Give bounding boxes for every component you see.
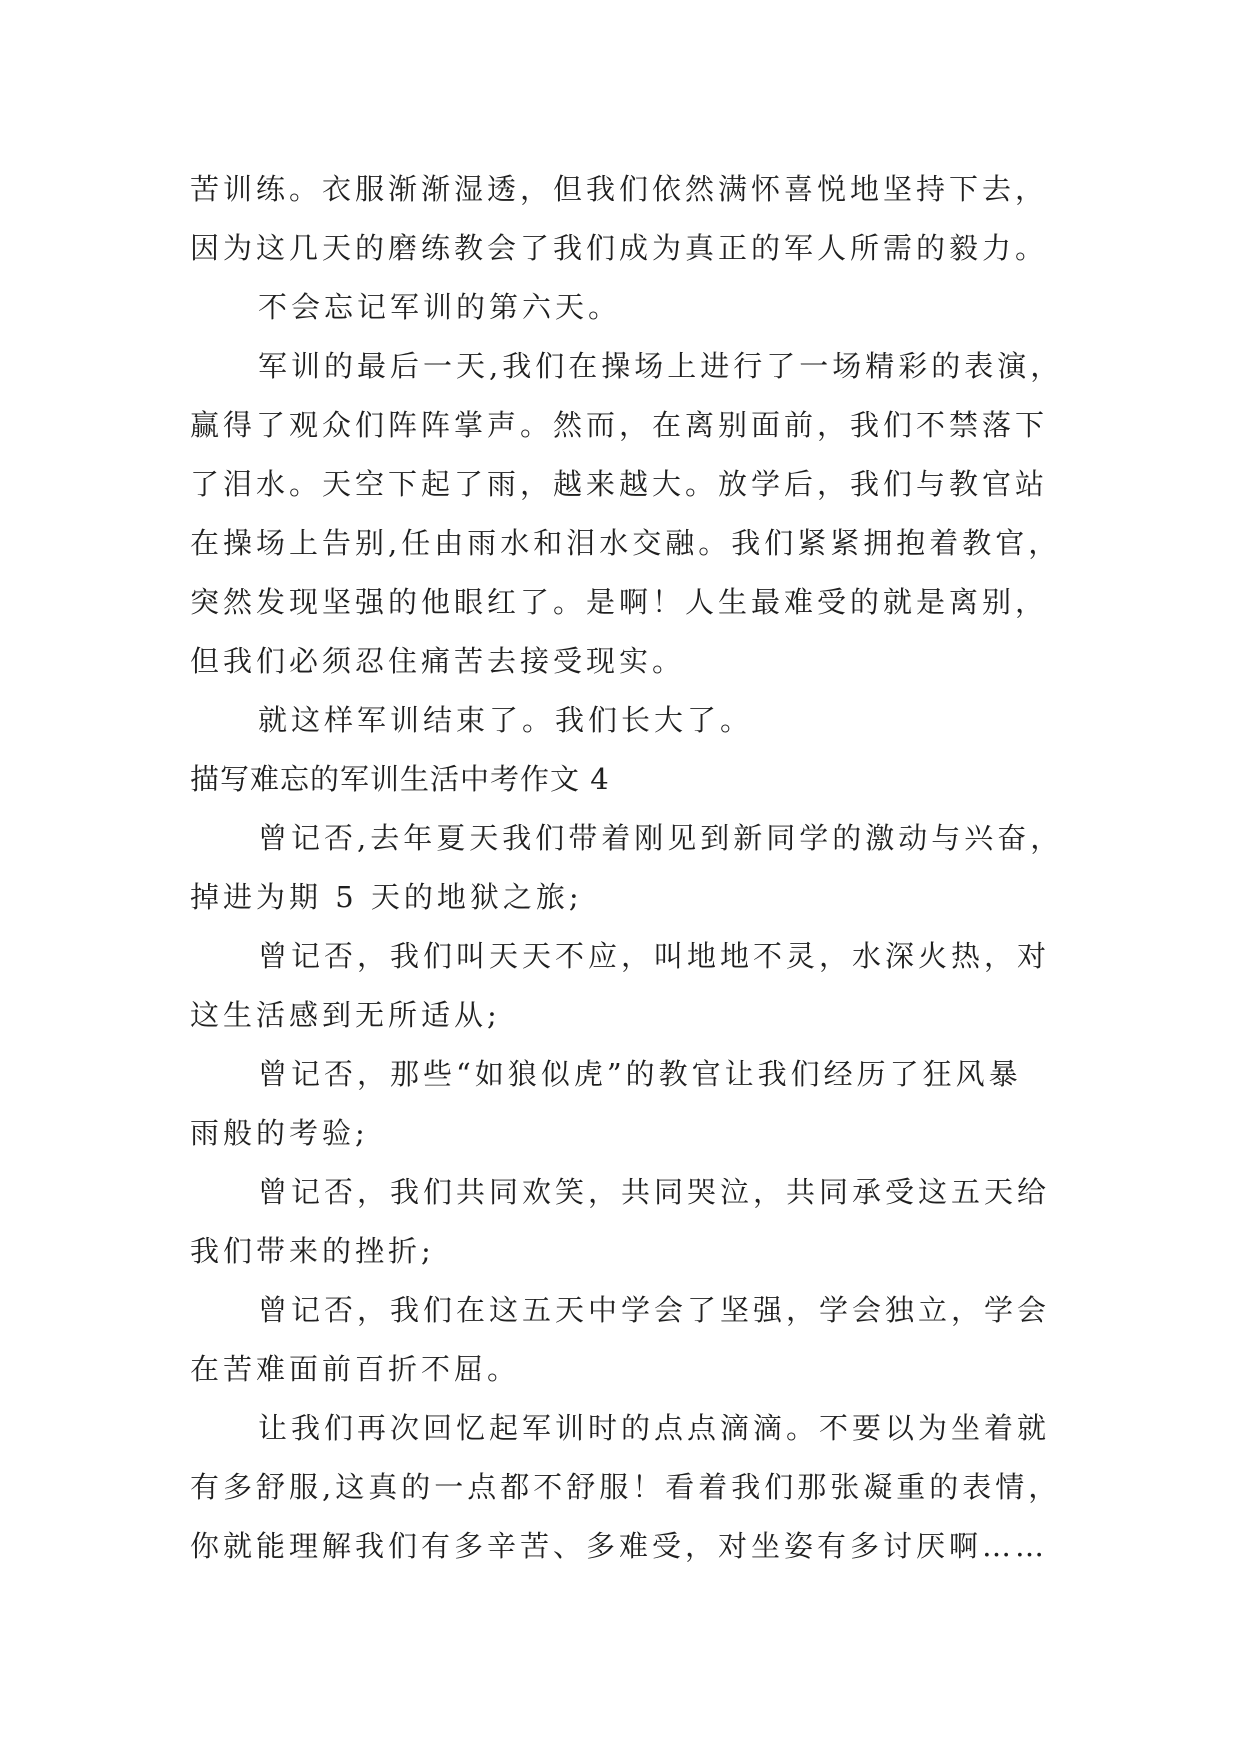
- text-line: 你就能理解我们有多辛苦、多难受，对坐姿有多讨厌啊……: [190, 1529, 1049, 1563]
- text-line: 苦训练。衣服渐渐湿透，但我们依然满怀喜悦地坚持下去，: [190, 172, 1049, 206]
- paragraph-start: 曾记否，我们共同欢笑，共同哭泣，共同承受这五天给: [258, 1175, 1051, 1209]
- text-line: 有多舒服,这真的一点都不舒服！看着我们那张凝重的表情，: [190, 1470, 1062, 1504]
- text-line: 我们带来的挫折;: [190, 1234, 435, 1268]
- text-line: 在操场上告别,任由雨水和泪水交融。我们紧紧拥抱着教官，: [190, 526, 1062, 560]
- paragraph-start: 军训的最后一天,我们在操场上进行了一场精彩的表演，: [258, 349, 1064, 383]
- text-line: 但我们必须忍住痛苦去接受现实。: [190, 644, 686, 678]
- section-heading: 描写难忘的军训生活中考作文 4: [190, 762, 610, 796]
- paragraph-start: 曾记否，我们叫天天不应，叫地地不灵，水深火热，对: [258, 939, 1051, 973]
- text-line: 这生活感到无所适从;: [190, 998, 501, 1032]
- paragraph-start: 曾记否，我们在这五天中学会了坚强，学会独立，学会: [258, 1293, 1051, 1327]
- paragraph-start: 就这样军训结束了。我们长大了。: [258, 703, 754, 737]
- document-body: [190, 160, 1070, 1576]
- paragraph-start: 不会忘记军训的第六天。: [258, 290, 622, 324]
- paragraph-start: 曾记否,去年夏天我们带着刚见到新同学的激动与兴奋，: [258, 821, 1064, 855]
- text-line: 突然发现坚强的他眼红了。是啊！人生最难受的就是离别，: [190, 585, 1049, 619]
- paragraph-start: 让我们再次回忆起军训时的点点滴滴。不要以为坐着就: [258, 1411, 1051, 1445]
- text-line: 了泪水。天空下起了雨，越来越大。放学后，我们与教官站: [190, 467, 1049, 501]
- text-line: 雨般的考验;: [190, 1116, 369, 1150]
- text-line: 因为这几天的磨练教会了我们成为真正的军人所需的毅力。: [190, 231, 1049, 265]
- text-line: 赢得了观众们阵阵掌声。然而，在离别面前，我们不禁落下: [190, 408, 1049, 442]
- text-line: 掉进为期 5 天的地狱之旅;: [190, 880, 583, 914]
- text-line: 在苦难面前百折不屈。: [190, 1352, 521, 1386]
- paragraph-start: 曾记否，那些“如狼似虎”的教官让我们经历了狂风暴: [258, 1057, 1022, 1091]
